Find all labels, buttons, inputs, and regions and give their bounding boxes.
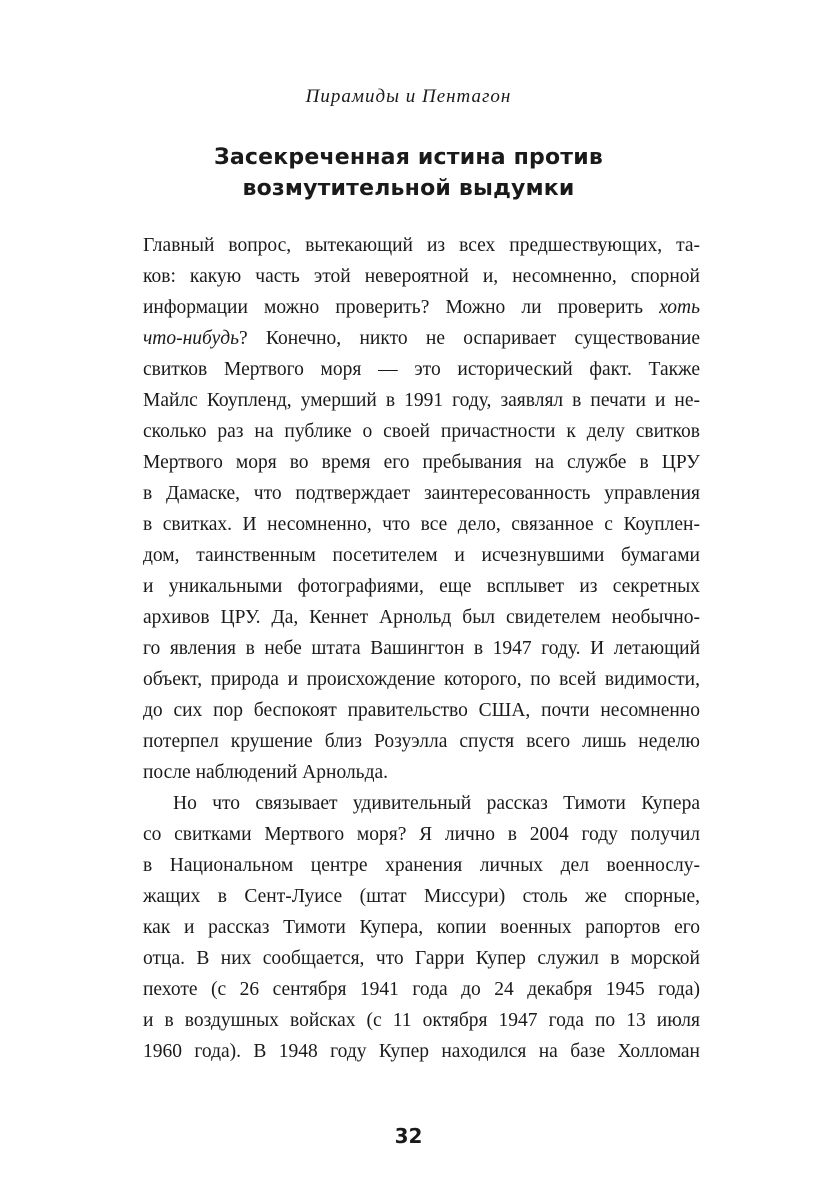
- italic-emphasis: хоть: [659, 297, 700, 318]
- text-line: Главный вопрос, вытекающий из всех предшествующих, та-: [143, 235, 700, 256]
- section-title: [0, 142, 817, 204]
- text-line: свитков Мертвого моря — это исторический факт. Также: [143, 359, 700, 380]
- text-line: до сих пор беспокоят правительство США, почти несомненно: [143, 700, 700, 721]
- text-span: ? Конечно, никто не оспаривает существование: [238, 328, 700, 349]
- text-line: архивов ЦРУ. Да, Кеннет Арнольд был свидетелем необычно-: [143, 607, 700, 628]
- text-line: ков: какую часть этой невероятной и, несомненно, спорной: [143, 266, 700, 287]
- body-text: [143, 230, 700, 1067]
- text-line: отца. В них сообщается, что Гарри Купер служил в морской: [143, 948, 700, 969]
- text-line: пехоте (с 26 сентября 1941 года до 24 декабря 1945 года): [143, 979, 700, 1000]
- text-line: и уникальными фотографиями, еще всплывет из секретных: [143, 576, 700, 597]
- text-line: 1960 года). В 1948 году Купер находился на базе Холломан: [143, 1041, 700, 1062]
- text-line: [143, 323, 700, 354]
- text-line: и в воздушных войсках (с 11 октября 1947 года по 13 июля: [143, 1010, 700, 1031]
- text-line: Мертвого моря во время его пребывания на службе в ЦРУ: [143, 452, 700, 473]
- text-line: в Национальном центре хранения личных дел военнослу-: [143, 855, 700, 876]
- text-line: Майлс Коупленд, умерший в 1991 году, заявлял в печати и не-: [143, 390, 700, 411]
- text-line: сколько раз на публике о своей причастности к делу свитков: [143, 421, 700, 442]
- text-line: объект, природа и происхождение которого, по всей видимости,: [143, 669, 700, 690]
- section-title-line: Засекреченная истина против: [214, 145, 603, 170]
- text-line: в свитках. И несомненно, что все дело, связанное с Коуплен-: [143, 514, 700, 535]
- text-line: дом, таинственным посетителем и исчезнувшими бумагами: [143, 545, 700, 566]
- text-line: после наблюдений Арнольда.: [143, 762, 389, 783]
- text-line: как и рассказ Тимоти Купера, копии военных рапортов его: [143, 917, 700, 938]
- section-title-line: возмутительной выдумки: [242, 176, 575, 201]
- text-line: со свитками Мертвого моря? Я лично в 2004 году получил: [143, 824, 700, 845]
- text-line: Но что связывает удивительный рассказ Тимоти Купера: [173, 793, 700, 814]
- text-line: [143, 292, 700, 323]
- text-line: жащих в Сент-Луисе (штат Миссури) столь же спорные,: [143, 886, 700, 907]
- italic-emphasis: что-нибудь: [143, 328, 239, 349]
- text-line: потерпел крушение близ Розуэлла спустя всего лишь неделю: [143, 731, 700, 752]
- text-line: го явления в небе штата Вашингтон в 1947 году. И летающий: [143, 638, 700, 659]
- page-number: 32: [394, 1124, 423, 1148]
- text-span: информации можно проверить? Можно ли проверить: [143, 297, 660, 318]
- text-line: в Дамаске, что подтверждает заинтересованность управления: [143, 483, 700, 504]
- running-header: Пирамиды и Пентагон: [305, 86, 512, 107]
